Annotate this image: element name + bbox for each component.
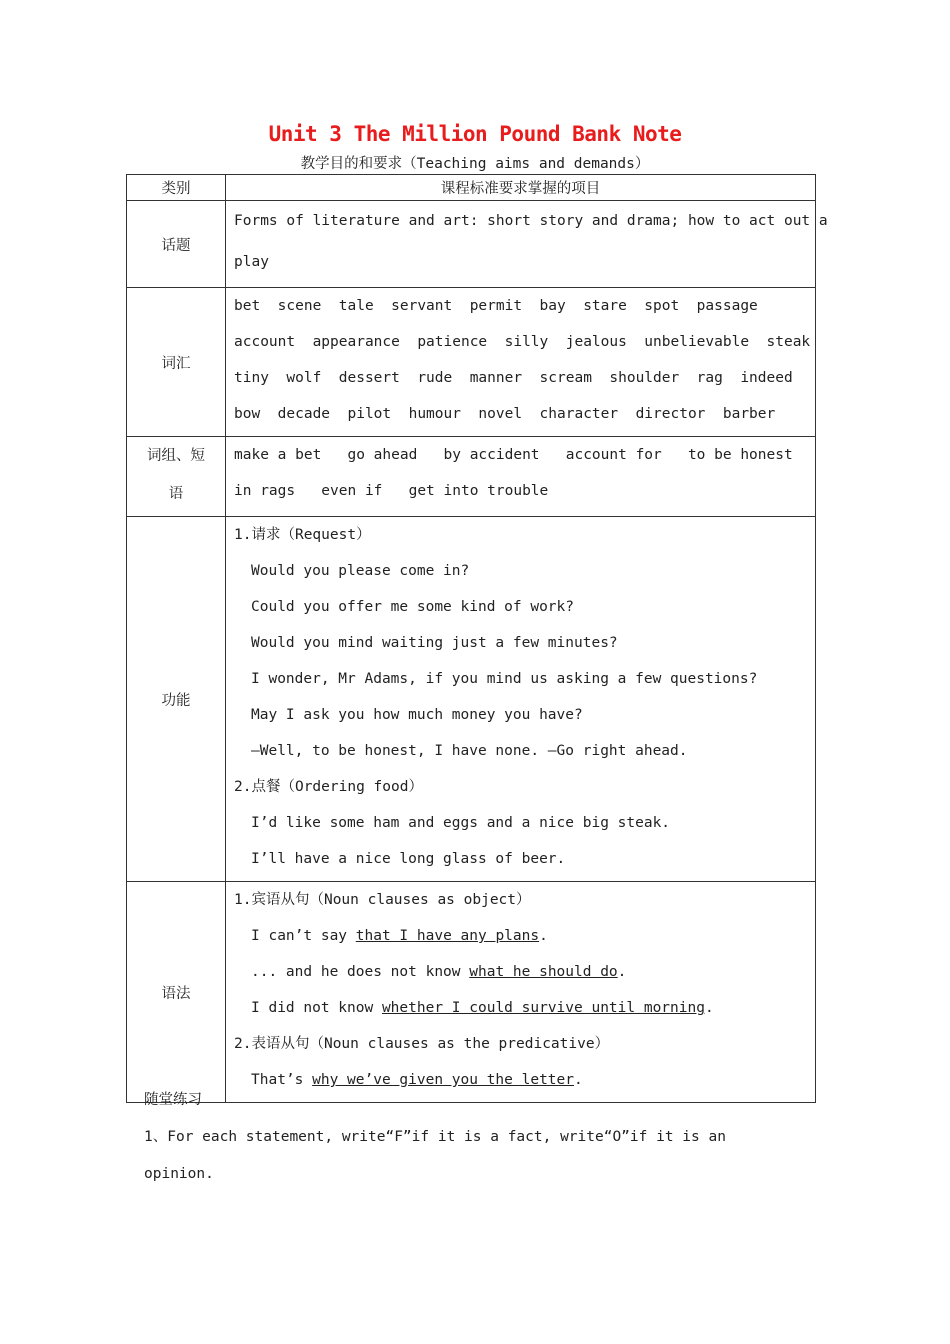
vocabulary-line: tiny wolf dessert rude manner scream shoulder rag indeed [234,370,793,386]
function-example: I wonder, Mr Adams, if you mind us asking a few questions? [251,671,758,687]
practice-question: 1、For each statement, write“F”if it is a fact, write“O”if it is an [144,1129,726,1145]
page-title: Unit 3 The Million Pound Bank Note [268,122,682,146]
function-example: May I ask you how much money you have? [251,707,583,723]
header-category: 类别 [127,175,226,201]
grammar-section-title: 1.宾语从句（Noun clauses as object） [234,892,531,908]
practice-question-cont: opinion. [144,1166,214,1182]
grammar-label: 语法 [127,882,226,1103]
function-example: Would you mind waiting just a few minutes? [251,635,618,651]
vocabulary-line: account appearance patience silly jealous unbelievable steak [234,334,811,350]
phrases-label-line: 词组、短 [147,448,205,464]
function-example: I’d like some ham and eggs and a nice big steak. [251,815,671,831]
topic-content [226,201,828,288]
table-row-grammar [127,882,816,1103]
underlined-clause: that I have any plans [355,928,540,944]
function-section-title: 1.请求（Request） [234,527,371,543]
grammar-example: That’s why we’ve given you the letter. [251,1072,583,1088]
table-header-row [127,175,816,201]
table-row-functions [127,517,816,882]
underlined-clause: whether I could survive until morning [381,1000,705,1016]
topic-line: Forms of literature and art: short story and drama; how to act out a [234,213,828,229]
function-section-title: 2.点餐（Ordering food） [234,779,423,795]
grammar-section-title: 2.表语从句（Noun clauses as the predicative） [234,1036,610,1052]
grammar-content [226,882,816,1103]
aims-table [126,174,828,1103]
function-example: Would you please come in? [251,563,470,579]
topic-line: play [234,254,269,270]
phrases-label-line: 语 [168,486,184,502]
topic-label: 话题 [127,201,226,288]
vocabulary-content [226,288,816,437]
phrases-label [127,437,226,517]
grammar-example: ... and he does not know what he should do. [251,964,627,980]
functions-content [226,517,816,882]
vocabulary-line: bow decade pilot humour novel character director barber [234,406,776,422]
underlined-clause: what he should do [469,964,618,980]
table-row-vocabulary [127,288,816,437]
grammar-example: I can’t say that I have any plans. [251,928,548,944]
practice-heading: 随堂练习 [144,1092,202,1108]
function-example: —Well, to be honest, I have none. —Go right ahead. [251,743,688,759]
functions-label: 功能 [127,517,226,882]
page-subtitle: 教学目的和要求（Teaching aims and demands） [300,156,650,172]
function-example: Could you offer me some kind of work? [251,599,575,615]
vocabulary-line: bet scene tale servant permit bay stare spot passage [234,298,758,314]
underlined-clause: why we’ve given you the letter [312,1072,575,1088]
header-content: 课程标准要求掌握的项目 [226,175,816,201]
vocabulary-label: 词汇 [127,288,226,437]
phrases-line: in rags even if get into trouble [234,483,549,499]
table-row-topic [127,201,816,288]
function-example: I’ll have a nice long glass of beer. [251,851,566,867]
phrases-content [226,437,816,517]
phrases-line: make a bet go ahead by accident account for to be honest [234,447,793,463]
table-row-phrases [127,437,816,517]
grammar-example: I did not know whether I could survive until morning. [251,1000,714,1016]
